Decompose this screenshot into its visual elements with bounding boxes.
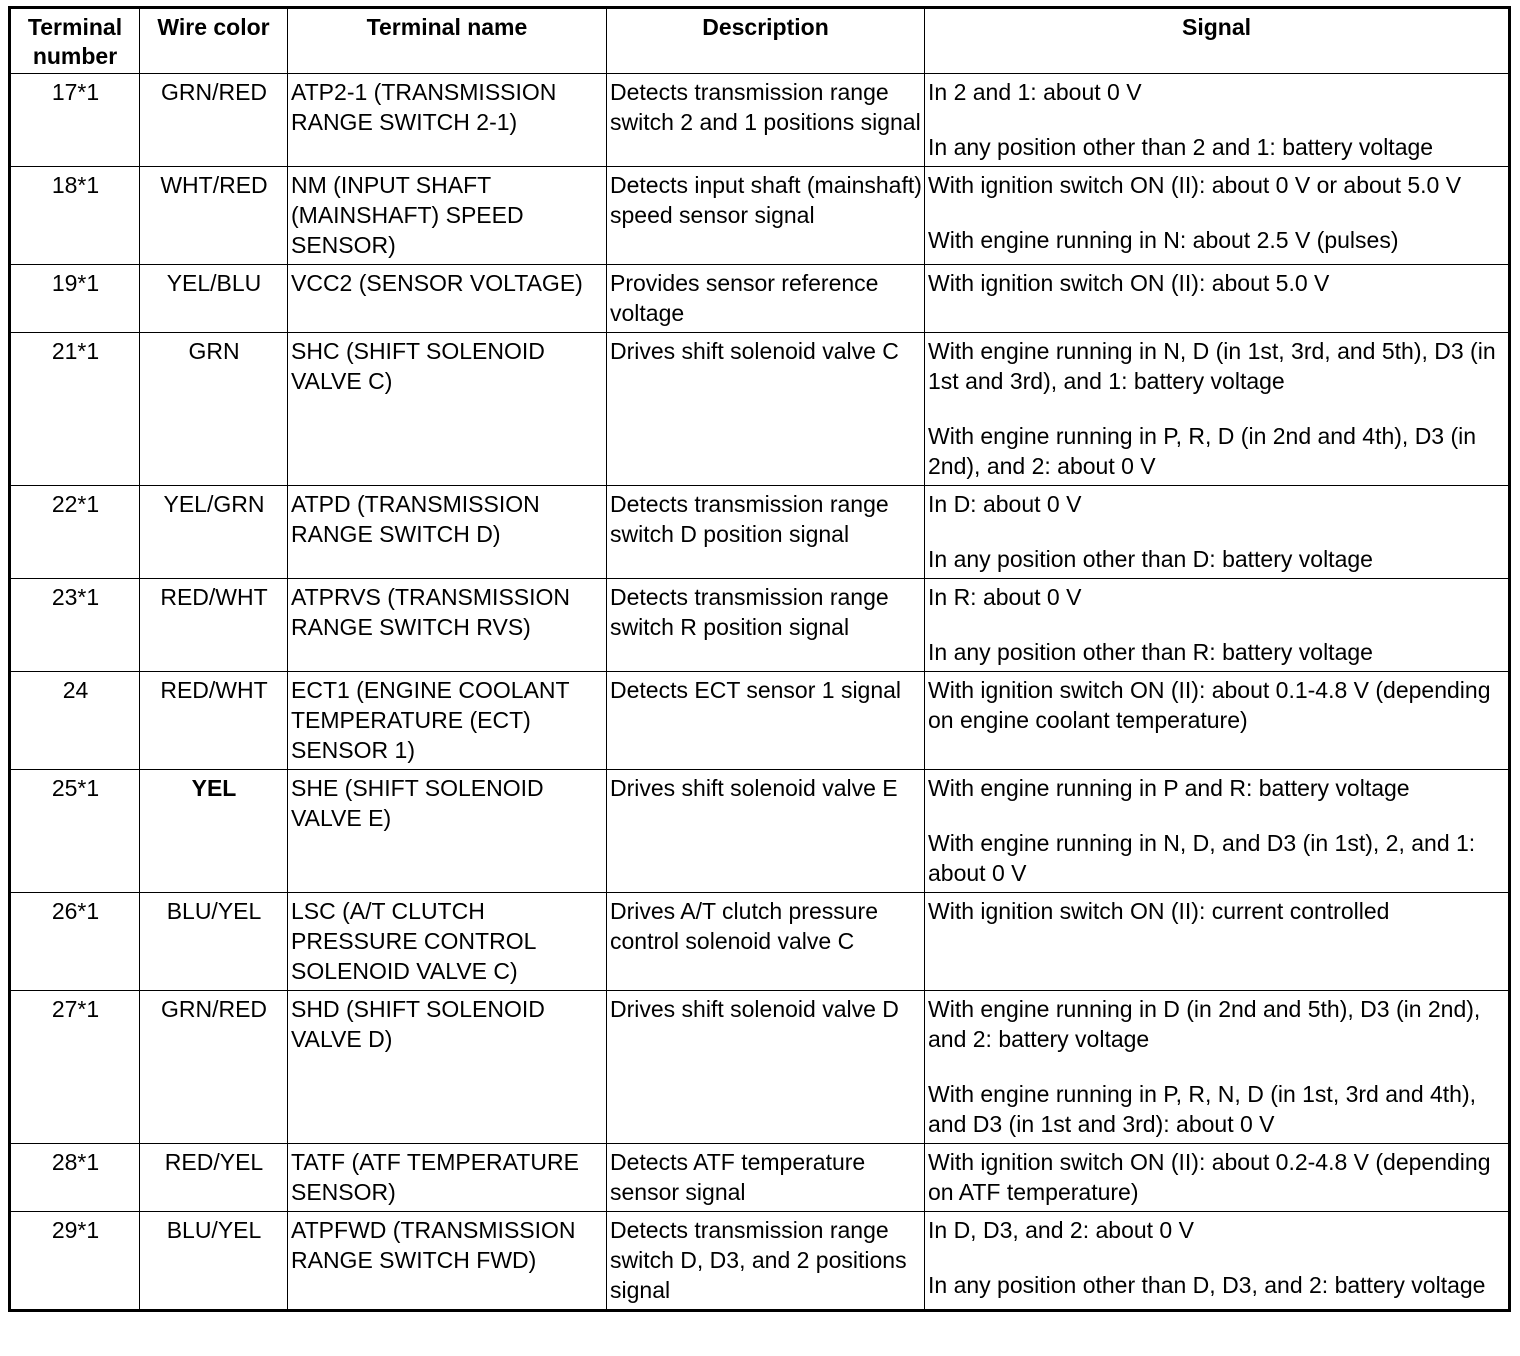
terminal-name-cell: SHC (SHIFT SOLENOID VALVE C) [288,333,607,486]
wire-color-cell: RED/WHT [140,672,288,770]
terminal-number-cell: 24 [10,672,140,770]
wire-color-cell: YEL [140,770,288,893]
terminal-name-cell: LSC (A/T CLUTCH PRESSURE CONTROL SOLENOID VALVE C) [288,893,607,991]
signal-spacer [928,1054,1506,1079]
table-row [10,74,1510,167]
signal-cell [925,74,1510,167]
signal-line: With engine running in P, R, D (in 2nd and 4th), D3 (in 2nd), and 2: about 0 V [928,423,1477,479]
terminal-name-cell: TATF (ATF TEMPERATURE SENSOR) [288,1144,607,1212]
header-wire-color: Wire color [140,8,288,74]
table-row [10,579,1510,672]
signal-line: With ignition switch ON (II): about 0.2-4.8 V (depending on ATF temperature) [928,1149,1491,1205]
signal-cell [925,672,1510,770]
terminal-number-cell: 23*1 [10,579,140,672]
signal-line: With ignition switch ON (II): current controlled [928,898,1390,924]
terminal-number-cell: 28*1 [10,1144,140,1212]
terminal-name-cell: NM (INPUT SHAFT (MAINSHAFT) SPEED SENSOR) [288,167,607,265]
header-terminal-name: Terminal name [288,8,607,74]
wire-color-cell: YEL/GRN [140,486,288,579]
wire-color-cell: RED/WHT [140,579,288,672]
signal-spacer [928,803,1506,828]
description-cell: Detects ATF temperature sensor signal [607,1144,925,1212]
terminal-name-cell: ATPFWD (TRANSMISSION RANGE SWITCH FWD) [288,1212,607,1311]
signal-line: With engine running in P, R, N, D (in 1st, 3rd and 4th), and D3 (in 1st and 3rd): about 0 V [928,1081,1477,1137]
wire-color-cell: RED/YEL [140,1144,288,1212]
wire-color-cell: YEL/BLU [140,265,288,333]
signal-line: With engine running in N, D (in 1st, 3rd, and 5th), D3 (in 1st and 3rd), and 1: battery voltage [928,338,1496,394]
description-cell: Detects input shaft (mainshaft) speed sensor signal [607,167,925,265]
signal-cell [925,486,1510,579]
signal-cell [925,1144,1510,1212]
terminal-name-cell: SHE (SHIFT SOLENOID VALVE E) [288,770,607,893]
terminal-number-cell: 18*1 [10,167,140,265]
signal-line: With engine running in D (in 2nd and 5th), D3 (in 2nd), and 2: battery voltage [928,996,1481,1052]
signal-line: With engine running in N: about 2.5 V (pulses) [928,227,1399,253]
terminal-number-cell: 17*1 [10,74,140,167]
signal-line: In any position other than R: battery voltage [928,639,1373,665]
signal-cell [925,770,1510,893]
wire-color-cell: BLU/YEL [140,1212,288,1311]
table-row [10,991,1510,1144]
signal-spacer [928,1245,1506,1270]
signal-cell [925,893,1510,991]
signal-line: In any position other than D: battery voltage [928,546,1373,572]
description-cell: Drives shift solenoid valve C [607,333,925,486]
terminal-name-cell: ATPD (TRANSMISSION RANGE SWITCH D) [288,486,607,579]
description-cell: Drives shift solenoid valve D [607,991,925,1144]
terminal-number-cell: 19*1 [10,265,140,333]
table-row [10,265,1510,333]
signal-spacer [928,612,1506,637]
wire-color-cell: BLU/YEL [140,893,288,991]
terminal-number-cell: 27*1 [10,991,140,1144]
table-row [10,333,1510,486]
terminal-table [8,6,1511,1312]
signal-line: With ignition switch ON (II): about 5.0 V [928,270,1330,296]
signal-line: In 2 and 1: about 0 V [928,79,1142,105]
signal-line: In D, D3, and 2: about 0 V [928,1217,1194,1243]
signal-cell [925,265,1510,333]
description-cell: Drives A/T clutch pressure control solenoid valve C [607,893,925,991]
signal-line: With ignition switch ON (II): about 0.1-4.8 V (depending on engine coolant temperature) [928,677,1491,733]
table-row [10,1144,1510,1212]
table-header-row [10,8,1510,74]
signal-line: In D: about 0 V [928,491,1082,517]
signal-line: In any position other than 2 and 1: battery voltage [928,134,1434,160]
signal-cell [925,1212,1510,1311]
table-body [10,74,1510,1311]
table-row [10,1212,1510,1311]
terminal-name-cell: VCC2 (SENSOR VOLTAGE) [288,265,607,333]
wire-color-cell: GRN [140,333,288,486]
signal-cell [925,579,1510,672]
terminal-number-cell: 29*1 [10,1212,140,1311]
signal-spacer [928,519,1506,544]
table-row [10,770,1510,893]
description-cell: Provides sensor reference voltage [607,265,925,333]
terminal-number-cell: 26*1 [10,893,140,991]
signal-line: With engine running in N, D, and D3 (in 1st), 2, and 1: about 0 V [928,830,1476,886]
terminal-number-cell: 25*1 [10,770,140,893]
wire-color-cell: GRN/RED [140,74,288,167]
table-row [10,167,1510,265]
terminal-name-cell: ATPRVS (TRANSMISSION RANGE SWITCH RVS) [288,579,607,672]
terminal-name-cell: SHD (SHIFT SOLENOID VALVE D) [288,991,607,1144]
description-cell: Detects transmission range switch R position signal [607,579,925,672]
terminal-number-cell: 21*1 [10,333,140,486]
header-signal: Signal [925,8,1510,74]
table-row [10,672,1510,770]
terminal-number-cell: 22*1 [10,486,140,579]
terminal-name-cell: ECT1 (ENGINE COOLANT TEMPERATURE (ECT) SENSOR 1) [288,672,607,770]
signal-cell [925,991,1510,1144]
signal-line: In R: about 0 V [928,584,1082,610]
signal-cell [925,167,1510,265]
description-cell: Detects ECT sensor 1 signal [607,672,925,770]
terminal-name-cell: ATP2-1 (TRANSMISSION RANGE SWITCH 2-1) [288,74,607,167]
terminal-table-container [8,6,1508,1312]
signal-line: In any position other than D, D3, and 2: battery voltage [928,1272,1486,1298]
description-cell: Detects transmission range switch D, D3, and 2 positions signal [607,1212,925,1311]
signal-spacer [928,200,1506,225]
signal-line: With ignition switch ON (II): about 0 V or about 5.0 V [928,172,1462,198]
signal-cell [925,333,1510,486]
signal-spacer [928,396,1506,421]
header-terminal-number: Terminal number [10,8,140,74]
header-description: Description [607,8,925,74]
wire-color-cell: WHT/RED [140,167,288,265]
description-cell: Detects transmission range switch 2 and 1 positions signal [607,74,925,167]
wire-color-cell: GRN/RED [140,991,288,1144]
signal-spacer [928,107,1506,132]
description-cell: Detects transmission range switch D position signal [607,486,925,579]
table-row [10,893,1510,991]
description-cell: Drives shift solenoid valve E [607,770,925,893]
signal-line: With engine running in P and R: battery voltage [928,775,1410,801]
table-row [10,486,1510,579]
